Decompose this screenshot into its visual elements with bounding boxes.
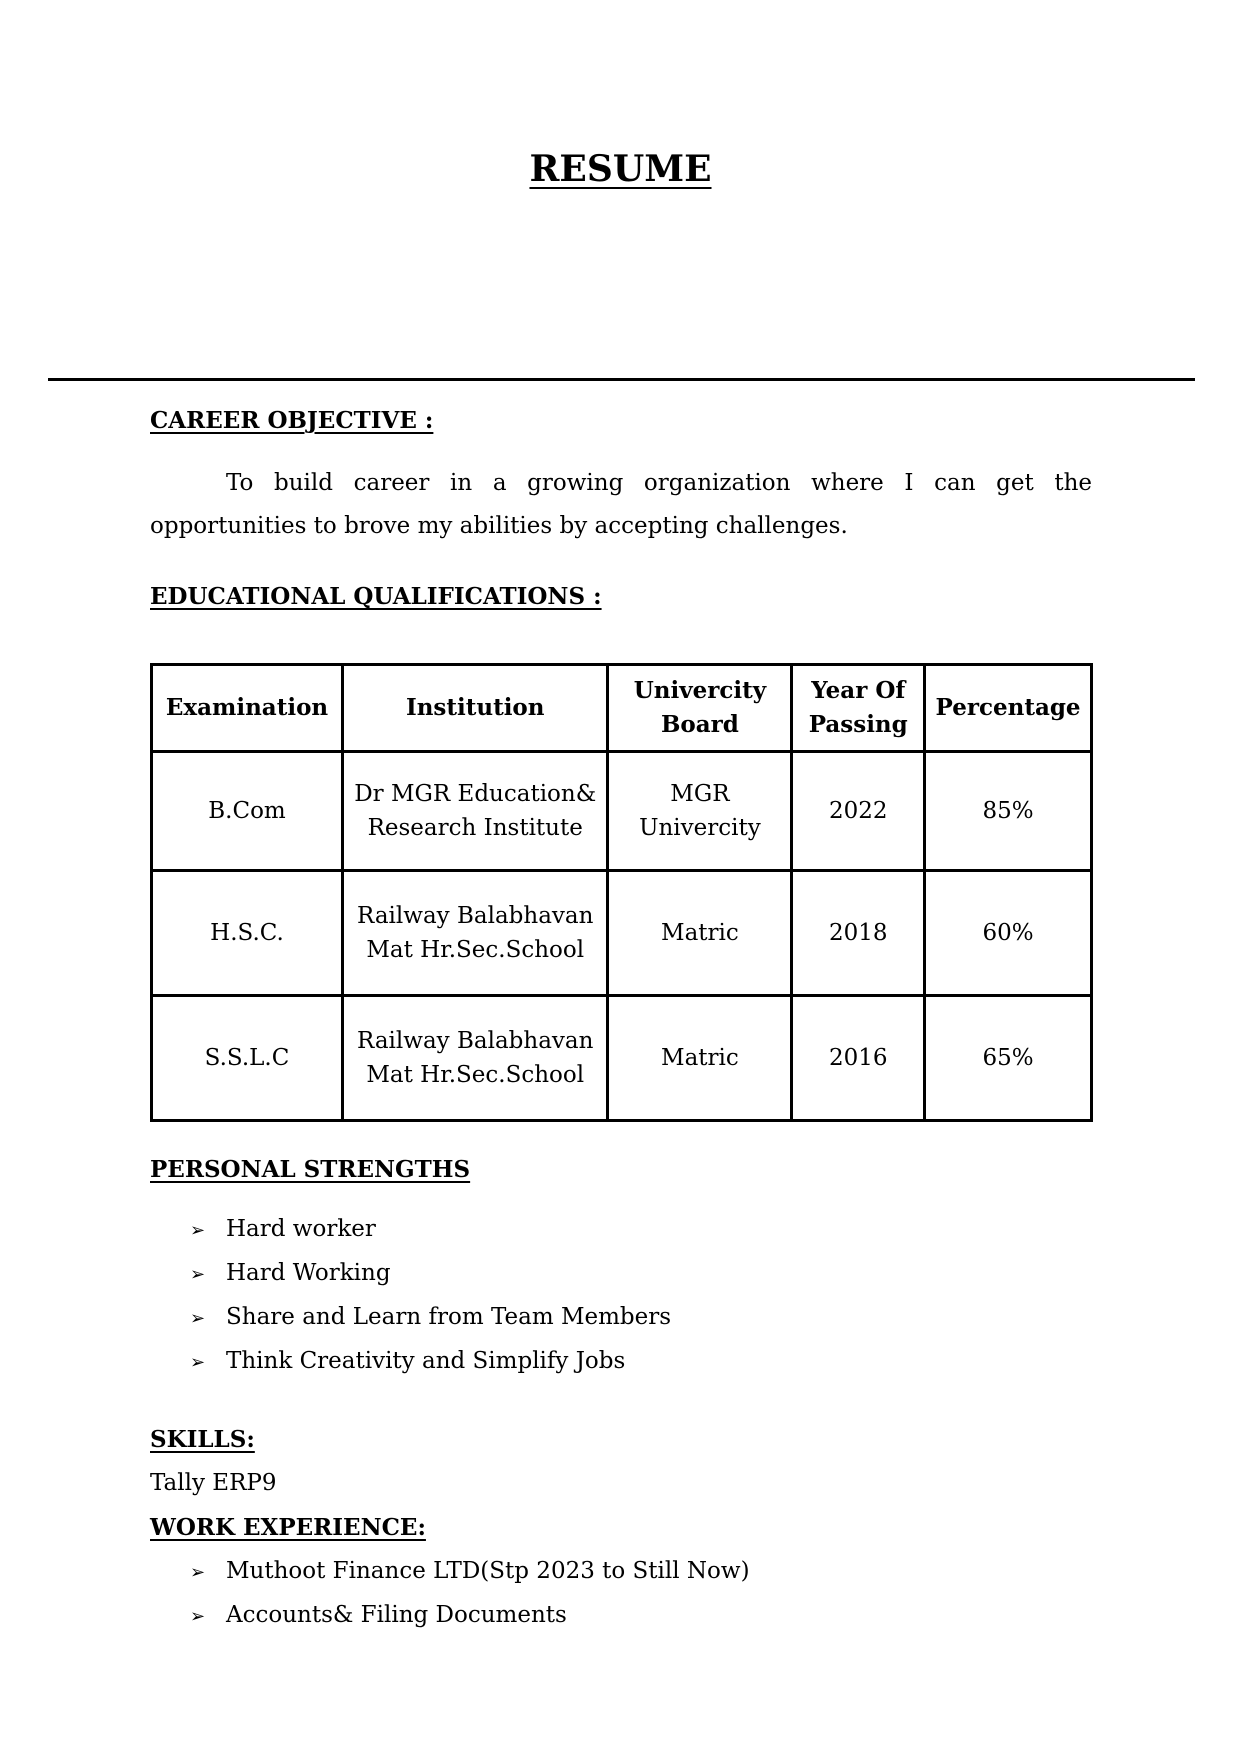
- list-item-text: Accounts& Filing Documents: [226, 1602, 567, 1628]
- list-item: [190, 1207, 671, 1251]
- cell-examination: H.S.C.: [152, 871, 343, 996]
- education-table: [150, 663, 1093, 1122]
- cell-examination: S.S.L.C: [152, 996, 343, 1121]
- cell-board: Matric: [608, 871, 792, 996]
- strengths-list: [190, 1207, 671, 1383]
- work-experience-heading: WORK EXPERIENCE:: [150, 1514, 426, 1541]
- list-item-text: Hard worker: [226, 1216, 376, 1242]
- column-header-examination: Examination: [152, 665, 343, 752]
- personal-strengths-heading: PERSONAL STRENGTHS: [150, 1156, 471, 1183]
- cell-examination: B.Com: [152, 752, 343, 871]
- skills-text: Tally ERP9: [150, 1470, 277, 1496]
- list-item: [190, 1251, 671, 1295]
- list-item-text: Hard Working: [226, 1260, 391, 1286]
- career-objective-heading: CAREER OBJECTIVE :: [150, 407, 434, 434]
- list-item: [190, 1549, 750, 1593]
- arrowhead-bullet-icon: ➢: [190, 1264, 206, 1285]
- arrowhead-bullet-icon: ➢: [190, 1562, 206, 1583]
- cell-board: Matric: [608, 996, 792, 1121]
- cell-year: 2022: [792, 752, 925, 871]
- cell-percentage: 65%: [925, 996, 1092, 1121]
- work-experience-list: [190, 1549, 750, 1637]
- cell-institution: Railway Balabhavan Mat Hr.Sec.School: [343, 996, 608, 1121]
- table-row: [152, 752, 1092, 871]
- list-item: [190, 1295, 671, 1339]
- arrowhead-bullet-icon: ➢: [190, 1352, 206, 1373]
- list-item: [190, 1339, 671, 1383]
- cell-institution: Dr MGR Education& Research Institute: [343, 752, 608, 871]
- arrowhead-bullet-icon: ➢: [190, 1308, 206, 1329]
- cell-board: MGR Univercity: [608, 752, 792, 871]
- list-item-text: Share and Learn from Team Members: [226, 1304, 672, 1330]
- education-heading: EDUCATIONAL QUALIFICATIONS :: [150, 583, 602, 610]
- arrowhead-bullet-icon: ➢: [190, 1606, 206, 1627]
- cell-year: 2018: [792, 871, 925, 996]
- list-item-text: Think Creativity and Simplify Jobs: [226, 1348, 626, 1374]
- cell-institution: Railway Balabhavan Mat Hr.Sec.School: [343, 871, 608, 996]
- cell-year: 2016: [792, 996, 925, 1121]
- cell-percentage: 60%: [925, 871, 1092, 996]
- column-header-year: Year Of Passing: [792, 665, 925, 752]
- table-row: [152, 996, 1092, 1121]
- list-item: [190, 1593, 750, 1637]
- cell-percentage: 85%: [925, 752, 1092, 871]
- column-header-board: Univercity Board: [608, 665, 792, 752]
- horizontal-divider: [48, 378, 1195, 381]
- column-header-percentage: Percentage: [925, 665, 1092, 752]
- list-item-text: Muthoot Finance LTD(Stp 2023 to Still Now): [226, 1558, 750, 1584]
- column-header-institution: Institution: [343, 665, 608, 752]
- career-objective-text: To build career in a growing organization where I can get the opportunities to brove my abilities by accepting challenges.: [150, 470, 1092, 539]
- skills-heading: SKILLS:: [150, 1426, 255, 1453]
- table-row: [152, 871, 1092, 996]
- table-header-row: [152, 665, 1092, 752]
- resume-title: RESUME: [529, 148, 712, 190]
- arrowhead-bullet-icon: ➢: [190, 1220, 206, 1241]
